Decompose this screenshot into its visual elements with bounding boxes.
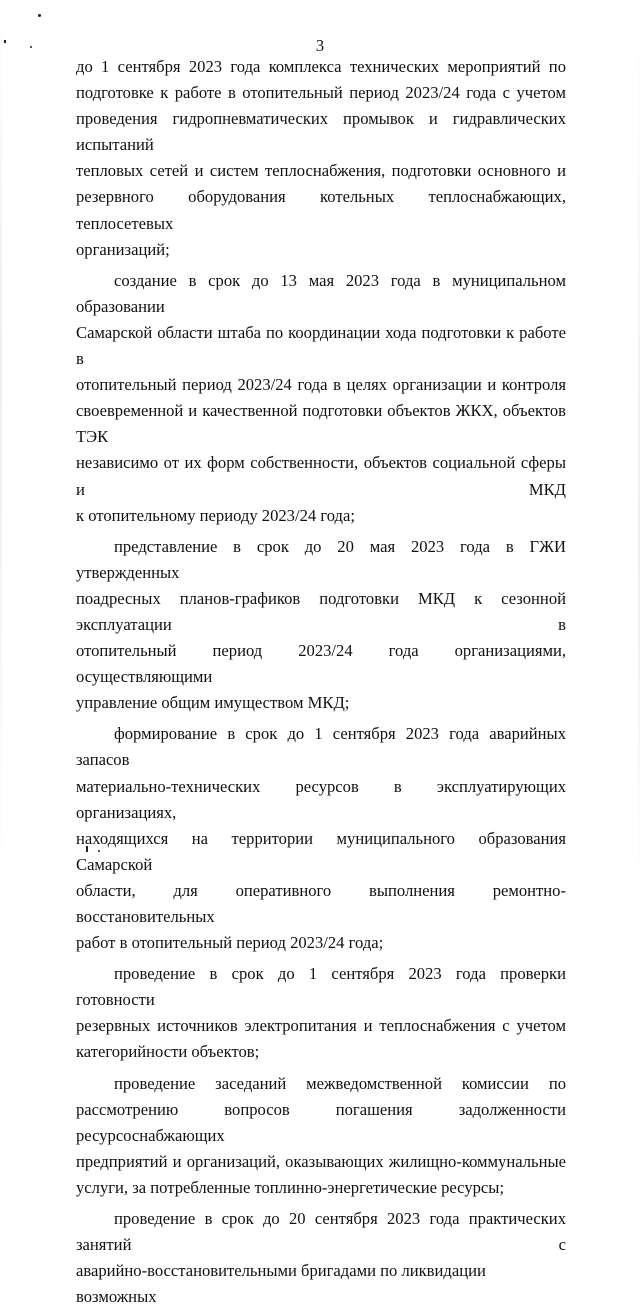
- text-line: отопительный период 2023/24 года организациями, осуществляющими: [76, 641, 566, 687]
- text-line: проведение в срок до 20 сентября 2023 года практических занятий с: [76, 1209, 566, 1255]
- text-line: к отопительному периоду 2023/24 года;: [76, 505, 355, 525]
- text-line: формирование в срок до 1 сентября 2023 года аварийных запасов: [76, 724, 566, 770]
- text-line: отопительный период 2023/24 года в целях организации и контроля: [76, 375, 566, 395]
- text-line: представление в срок до 20 мая 2023 года в ГЖИ утвержденных: [76, 536, 566, 582]
- text-line: независимо от их форм собственности, объектов социальной сферы и МКД: [76, 453, 566, 499]
- text-line: услуги, за потребленные топлинно-энергетические ресурсы;: [76, 1177, 505, 1197]
- text-line: резервного оборудования котельных теплоснабжающих, теплосетевых: [76, 187, 566, 233]
- text-line: области, для оперативного выполнения ремонтно-восстановительных: [76, 880, 566, 926]
- paragraph: [76, 961, 566, 1065]
- text-line: проведение заседаний межведомственной комиссии по: [114, 1073, 566, 1093]
- text-line: подготовке к работе в отопительный период 2023/24 года с учетом: [76, 83, 566, 103]
- text-line: проведения гидропневматических промывок и гидравлических испытаний: [76, 109, 566, 155]
- page-number: 3: [315, 36, 325, 55]
- document-body: [76, 54, 566, 1310]
- paragraph: [76, 54, 566, 263]
- text-line: поадресных планов-графиков подготовки МКД к сезонной эксплуатации в: [76, 588, 566, 634]
- text-line: управление общим имуществом МКД;: [76, 693, 350, 713]
- paragraph: [76, 721, 566, 956]
- text-line: тепловых сетей и систем теплоснабжения, подготовки основного и: [76, 161, 566, 181]
- text-line: находящихся на территории муниципального образования Самарской: [76, 828, 566, 874]
- text-line: рассмотрению вопросов погашения задолженности ресурсоснабжающих: [76, 1099, 566, 1145]
- text-line: организаций;: [76, 239, 170, 259]
- text-line: предприятий и организаций, оказывающих жилищно-коммунальные: [76, 1151, 566, 1171]
- text-line: до 1 сентября 2023 года комплекса технических мероприятий по: [76, 57, 566, 76]
- text-line: проведение в срок до 1 сентября 2023 года проверки готовности: [76, 964, 566, 1010]
- page-left-edge-shadow: [0, 0, 2, 905]
- paragraph: [76, 1206, 566, 1310]
- text-line: материально-технических ресурсов в эксплуатирующих организациях,: [76, 776, 566, 822]
- text-line: своевременной и качественной подготовки объектов ЖКХ, объектов ТЭК: [76, 401, 566, 447]
- text-line: работ в отопительный период 2023/24 года;: [76, 933, 384, 953]
- paragraph: [76, 268, 566, 529]
- scan-speck: [38, 14, 41, 17]
- text-line: Самарской области штаба по координации хода подготовки к работе в: [76, 322, 566, 369]
- text-line: категорийности объектов;: [76, 1042, 260, 1062]
- text-line: резервных источников электропитания и теплоснабжения с учетом: [76, 1016, 566, 1036]
- text-line: аварийно-восстановительными бригадами по ликвидации возможных: [76, 1261, 486, 1307]
- paragraph: [76, 1071, 566, 1201]
- text-line: создание в срок до 13 мая 2023 года в муниципальном образовании: [76, 270, 566, 316]
- paragraph: [76, 534, 566, 717]
